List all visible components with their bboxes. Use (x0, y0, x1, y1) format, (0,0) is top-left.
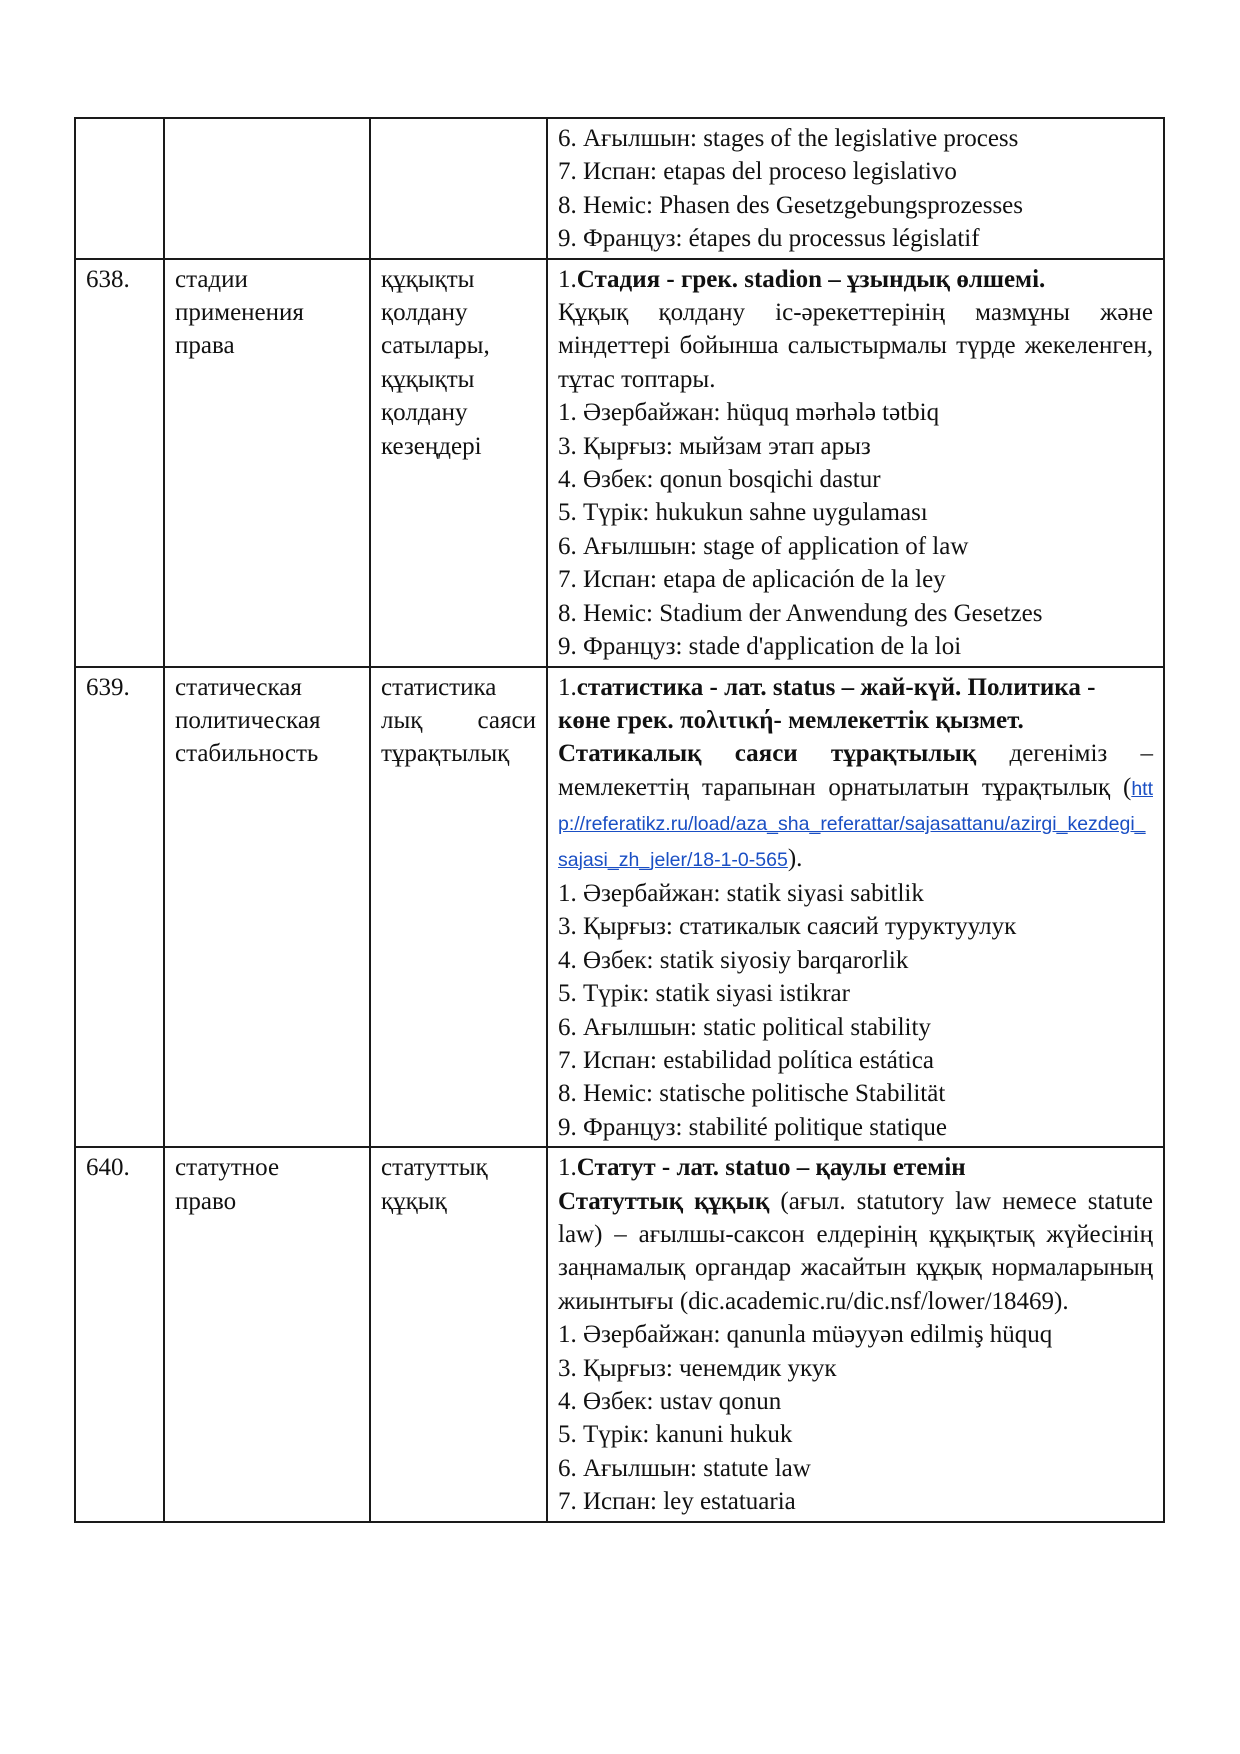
etymology (558, 671, 1153, 738)
translation-item: 7. Испан: etapa de aplicación de la ley (558, 566, 946, 594)
russian-term (164, 667, 370, 1148)
definition-number: 1. (558, 673, 577, 701)
russian-term (164, 259, 370, 667)
entry-number: 639. (75, 667, 164, 1148)
kazakh-term-line: статистика лық саяси (381, 673, 536, 734)
russian-term-line: статическая (175, 673, 302, 701)
source-close: ). (787, 844, 803, 872)
translation-item: 4. Өзбек: statik siyosiy barqarorlik (558, 946, 909, 974)
entry-number: 640. (75, 1147, 164, 1521)
etymology (558, 1151, 1153, 1184)
etymology (558, 263, 1153, 296)
definition-body: дегеніміз – мемлекеттің тарапынан орнатылатын тұрақтылық ( (558, 740, 1153, 801)
definition-number: 1. (558, 1154, 577, 1182)
table-row (75, 667, 1164, 1148)
kazakh-term-line: сатылары, (381, 332, 490, 360)
kazakh-term-line: қолдану (381, 399, 468, 427)
kazakh-term-line: құқық (381, 1187, 447, 1215)
kazakh-term-line: құқықты (381, 265, 475, 293)
etymology-text: Статут - лат. statuo – қаулы етемін (576, 1154, 966, 1182)
etymology-text: Стадия - грек. stadion – ұзындық өлшемі. (576, 265, 1046, 293)
kazakh-term (370, 118, 547, 259)
translation-item: 6. Ағылшын: stage of application of law (558, 532, 969, 560)
definition-body: (ағыл. statutory law немесе statute law) – ағылшы-саксон елдерінің құқықтық жүйесінің заңнамалық органдар жасайтын құқық нормаларының жиынтығы (dic.academic.ru/dic.nsf/lower/18469). (558, 1187, 1153, 1315)
table-row (75, 1147, 1164, 1521)
kazakh-term-line: тұрақтылық (381, 740, 510, 768)
definition-cell (547, 259, 1164, 667)
definition-text (558, 1185, 1153, 1319)
translation-item: 9. Француз: stade d'application de la loi (558, 633, 962, 661)
translation-item: 6. Ағылшын: statute law (558, 1454, 811, 1482)
definition-cell (547, 1147, 1164, 1521)
translation-item: 9. Француз: stabilité politique statique (558, 1113, 947, 1141)
translation-item: 8. Неміс: Phasen des Gesetzgebungsprozesses (558, 191, 1024, 219)
table-row (75, 259, 1164, 667)
definition-cell (547, 118, 1164, 259)
translation-item: 5. Түрік: kanuni hukuk (558, 1421, 793, 1449)
translation-item: 6. Ағылшын: stages of the legislative process (558, 125, 1019, 152)
kazakh-term-line: кезеңдері (381, 432, 482, 460)
etymology-text: статистика - лат. status – жай-күй. Политика - көне грек. πολιτική- мемлекеттік қызмет. (558, 673, 1096, 734)
translation-item: 4. Өзбек: ustav qonun (558, 1388, 782, 1416)
russian-term (164, 1147, 370, 1521)
entry-number (75, 118, 164, 259)
definition-cell (547, 667, 1164, 1148)
translation-item: 7. Испан: estabilidad política estática (558, 1046, 934, 1074)
russian-term-line: применения (175, 299, 304, 327)
kazakh-term (370, 259, 547, 667)
translation-item: 7. Испан: ley estatuaria (558, 1488, 796, 1516)
kazakh-term (370, 667, 547, 1148)
source-link[interactable]: http://referatikz.ru/load/aza_sha_referattar/sajasattanu/azirgi_kezdegi_sajasi_zh_jeler/18-1-0-565 (558, 777, 1153, 871)
translation-item: 5. Түрік: hukukun sahne uygulaması (558, 499, 928, 527)
defined-term: Статуттық құқық (558, 1187, 770, 1215)
glossary-table (74, 117, 1165, 1523)
russian-term-line: стабильность (175, 740, 319, 768)
russian-term-line: стадии (175, 265, 248, 293)
translation-item: 5. Түрік: statik siyasi istikrar (558, 980, 850, 1008)
translation-item: 8. Неміс: Stadium der Anwendung des Gesetzes (558, 599, 1043, 627)
translation-item: 3. Қырғыз: мыйзам этап арыз (558, 432, 871, 460)
translation-item: 7. Испан: etapas del proceso legislativo (558, 158, 957, 186)
translation-item: 8. Неміс: statische politische Stabilität (558, 1080, 946, 1108)
definition-text: Құқық қолдану іс-әрекеттерінің мазмұны және міндеттері бойынша салыстырмалы түрде жекеленген, тұтас топтары. (558, 299, 1153, 393)
translation-item: 1. Әзербайжан: hüquq mərhələ tətbiq (558, 399, 940, 427)
russian-term-line: права (175, 332, 235, 360)
defined-term: Статикалық саяси тұрақтылық (558, 740, 977, 768)
russian-term-line: право (175, 1187, 237, 1215)
kazakh-term-line: статуттық (381, 1154, 488, 1182)
table-row (75, 118, 1164, 259)
kazakh-term-line: құқықты (381, 365, 475, 393)
kazakh-term (370, 1147, 547, 1521)
definition-number: 1. (558, 265, 577, 293)
entry-number: 638. (75, 259, 164, 667)
russian-term-line: статутное (175, 1154, 280, 1182)
translation-item: 4. Өзбек: qonun bosqichi dastur (558, 466, 881, 494)
russian-term-line: политическая (175, 706, 321, 734)
translation-item: 9. Француз: étapes du processus législatif (558, 225, 980, 253)
definition-text (558, 737, 1153, 877)
kazakh-term-line: қолдану (381, 299, 468, 327)
translation-item: 3. Қырғыз: статикалык саясий туруктуулук (558, 913, 1017, 941)
translation-item: 1. Әзербайжан: statik siyasi sabitlik (558, 879, 924, 907)
russian-term (164, 118, 370, 259)
translation-item: 3. Қырғыз: ченемдик укук (558, 1354, 837, 1382)
translation-item: 6. Ағылшын: static political stability (558, 1013, 931, 1041)
translation-item: 1. Әзербайжан: qanunla müəyyən edilmiş hüquq (558, 1321, 1053, 1349)
